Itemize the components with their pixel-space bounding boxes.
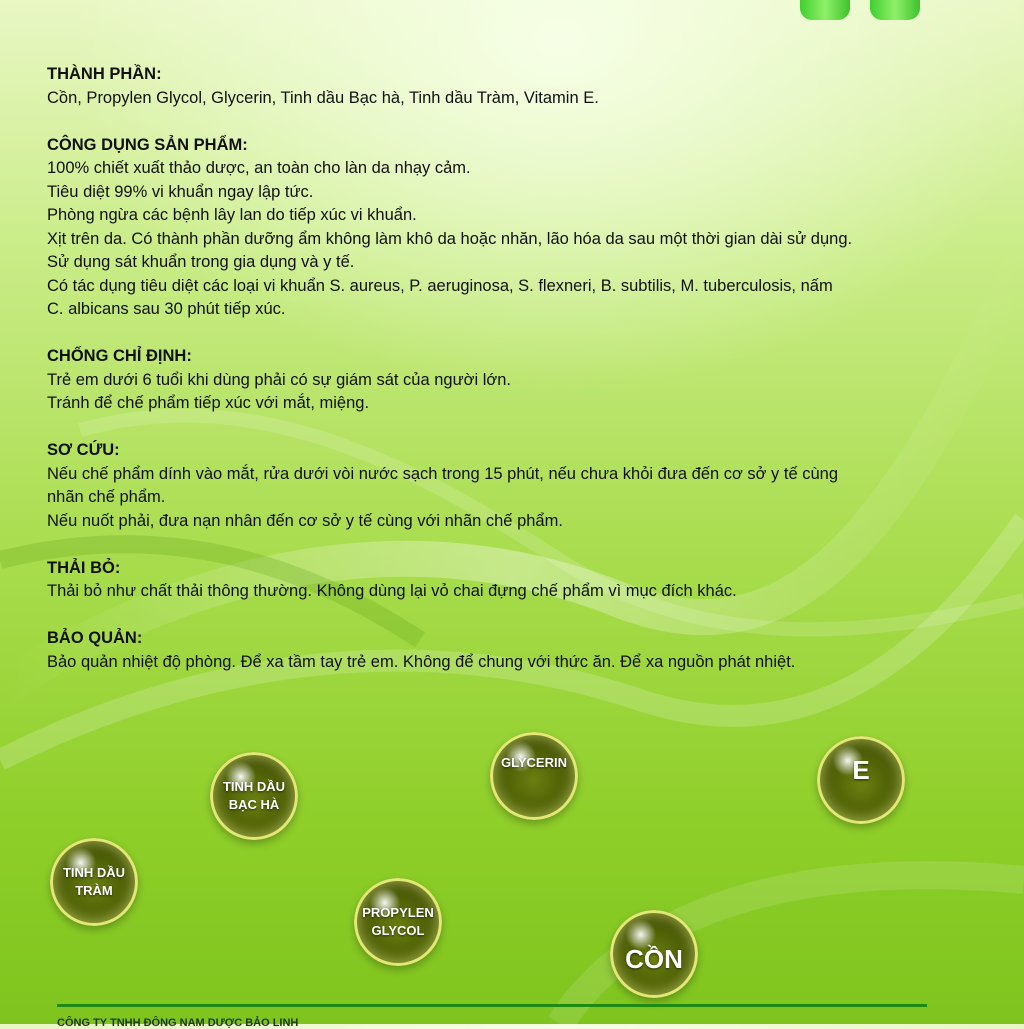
orb-glycerin [490,732,578,820]
orb-label: CỒN [625,944,683,974]
section-line: C. albicans sau 30 phút tiếp xúc. [47,300,286,318]
section-ingredients [47,63,997,110]
section-line: 100% chiết xuất thảo dược, an toàn cho làn da nhạy cảm. [47,159,471,177]
orb-label: GLYCERIN [501,755,567,770]
section-line: Tiêu diệt 99% vi khuẩn ngay lập tức. [47,182,314,201]
section-heading: THẢI BỎ: [47,558,121,577]
orb-label: TINH DẦU BẠC HÀ [222,779,286,812]
section-line: Có tác dụng tiêu diệt các loại vi khuẩn S. aureus, P. aeruginosa, S. flexneri, B. subtilis, M. tuberculosis, nấm [47,276,833,295]
section-storage [47,627,997,674]
section-line: Bảo quản nhiệt độ phòng. Để xa tầm tay trẻ em. Không để chung với thức ăn. Để xa nguồn phát nhiệt. [47,652,796,671]
product-bottles [800,0,930,20]
section-line: Thải bỏ như chất thải thông thường. Không dùng lại vỏ chai đựng chế phẩm vì mục đích khác. [47,582,737,600]
bottle-image [800,0,850,20]
section-line: Sử dụng sát khuẩn trong gia dụng và y tế. [47,253,355,271]
orb-propylen-glycol [354,878,442,966]
product-info [47,63,997,698]
section-line: Nếu nuốt phải, đưa nạn nhân đến cơ sở y tế cùng với nhãn chế phẩm. [47,511,563,530]
orb-label: PROPYLEN GLYCOL [362,905,434,938]
section-line: Nếu chế phẩm dính vào mắt, rửa dưới vòi nước sạch trong 15 phút, nếu chưa khỏi đưa đến cơ sở y tế cùng [47,464,839,483]
orb-label: TINH DẦU TRÀM [62,865,126,898]
section-contraindications [47,345,997,416]
section-disposal [47,557,997,604]
section-line: Trẻ em dưới 6 tuổi khi dùng phải có sự giám sát của người lớn. [47,370,511,389]
section-heading: CÔNG DỤNG SẢN PHẨM: [47,135,248,154]
company-name: CÔNG TY TNHH ĐÔNG NAM DƯỢC BẢO LINH [57,1017,299,1029]
orb-tinh-dau-bac-ha [210,752,298,840]
orb-label: E [852,755,870,785]
section-line: nhãn chế phẩm. [47,488,166,506]
section-uses [47,134,997,322]
orb-con [610,910,698,998]
section-first-aid [47,439,997,533]
section-line: Xịt trên da. Có thành phần dưỡng ẩm không làm khô da hoặc nhăn, lão hóa da sau một thời gian dài sử dụng. [47,229,853,248]
section-line: Tránh để chế phẩm tiếp xúc với mắt, miệng. [47,394,370,412]
section-line: Phòng ngừa các bệnh lây lan do tiếp xúc vi khuẩn. [47,206,417,224]
orb-vitamin-e [817,736,905,824]
section-heading: THÀNH PHẦN: [47,65,162,83]
orb-tinh-dau-tram [50,838,138,926]
section-heading: SƠ CỨU: [47,441,120,459]
footer-divider [57,1004,927,1007]
section-heading: BẢO QUẢN: [47,629,143,647]
bottle-image [870,0,920,20]
section-line: Cồn, Propylen Glycol, Glycerin, Tinh dầu Bạc hà, Tinh dầu Tràm, Vitamin E. [47,88,599,107]
section-heading: CHỐNG CHỈ ĐỊNH: [47,347,192,365]
